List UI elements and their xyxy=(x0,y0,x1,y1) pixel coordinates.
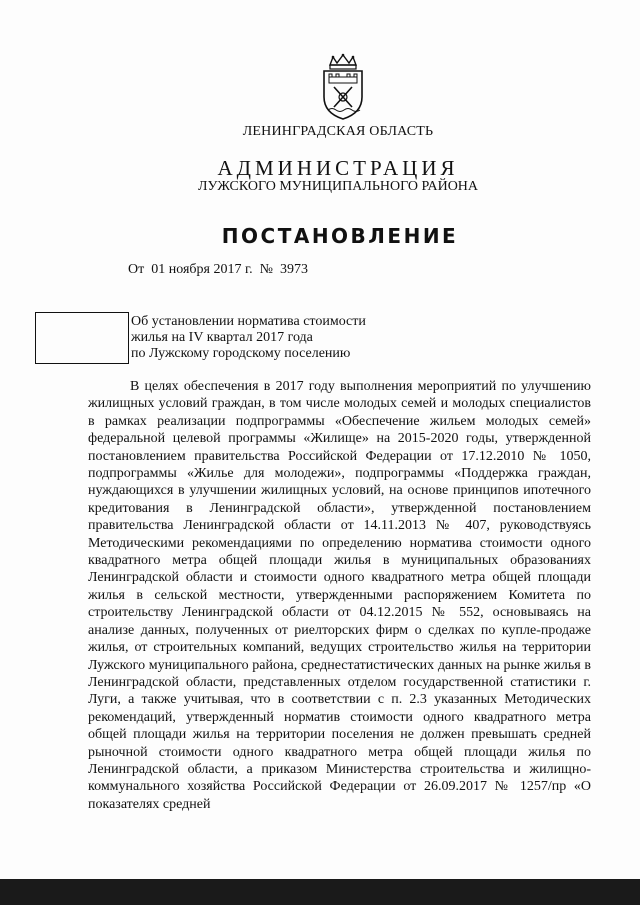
document-subject xyxy=(131,314,366,362)
body-paragraph: В целях обеспечения в 2017 году выполнения мероприятий по улучшению жилищных условий граждан, в том числе молодых семей и молодых специалистов в рамках реализации подпрограммы «Обеспечение жильем молодых семей» федеральной целевой программы «Жилище» на 2015-2020 годы, утвержденной постановлением правительства Российской Федерации от 17.12.2010 № 1050, подпрограммы «Жилье для молодежи», подпрограммы «Поддержка граждан, нуждающихся в улучшении жилищных условий, на основе принципов ипотечного кредитования в Ленинградской области», утвержденной постановлением правительства Ленинградской области от 14.11.2013 № 407, руководствуясь Методическими рекомендациями по определению норматива стоимости одного квадратного метра общей площади жилья в муниципальных образованиях Ленинградской области и стоимости одного квадратного метра общей площади жилья в сельской местности, утвержденными распоряжением Комитета по строительству Ленинградской области от 04.12.2015 № 552, основываясь на анализе данных, полученных от риелторских фирм о сделках по купле-продаже жилья, от строительных компаний, ведущих строительство жилья на территории Лужского муниципального района, среднестатистических данных на рынке жилья в Ленинградской области, представленных отделом государственной статистики г. Луги, а также учитывая, что в соответствии с п. 2.3 указанных Методических рекомендаций, утвержденный норматив стоимости одного квадратного метра общей площади жилья на территории поселения не должен превышать средней рыночной стоимости одного квадратного метра общей площади жилья по Ленинградской области, а приказом Министерства строительства и жилищно-коммунального хозяйства Российской Федерации от 26.09.2017 № 1257/пр «О показателях средней xyxy=(88,379,591,812)
number-sign: № xyxy=(259,262,273,277)
document-number: 3973 xyxy=(279,262,308,277)
document-date: 01 ноября 2017 г. xyxy=(151,262,253,277)
region-name: ЛЕНИНГРАДСКАЯ ОБЛАСТЬ xyxy=(242,124,434,139)
scan-border xyxy=(0,879,640,905)
registration-stamp-box xyxy=(35,312,129,364)
admin-title: АДМИНИСТРАЦИЯ xyxy=(217,156,459,180)
coat-of-arms-icon xyxy=(318,53,368,121)
subject-line: по Лужскому городскому поселению xyxy=(131,346,351,361)
date-prefix: От xyxy=(128,262,145,277)
date-line xyxy=(128,262,308,278)
document-type: ПОСТАНОВЛЕНИЕ xyxy=(221,224,459,248)
subject-line: Об установлении норматива стоимости xyxy=(131,314,366,329)
subject-line: жилья на IV квартал 2017 года xyxy=(131,330,313,345)
admin-subtitle: ЛУЖСКОГО МУНИЦИПАЛЬНОГО РАЙОНА xyxy=(197,179,479,194)
